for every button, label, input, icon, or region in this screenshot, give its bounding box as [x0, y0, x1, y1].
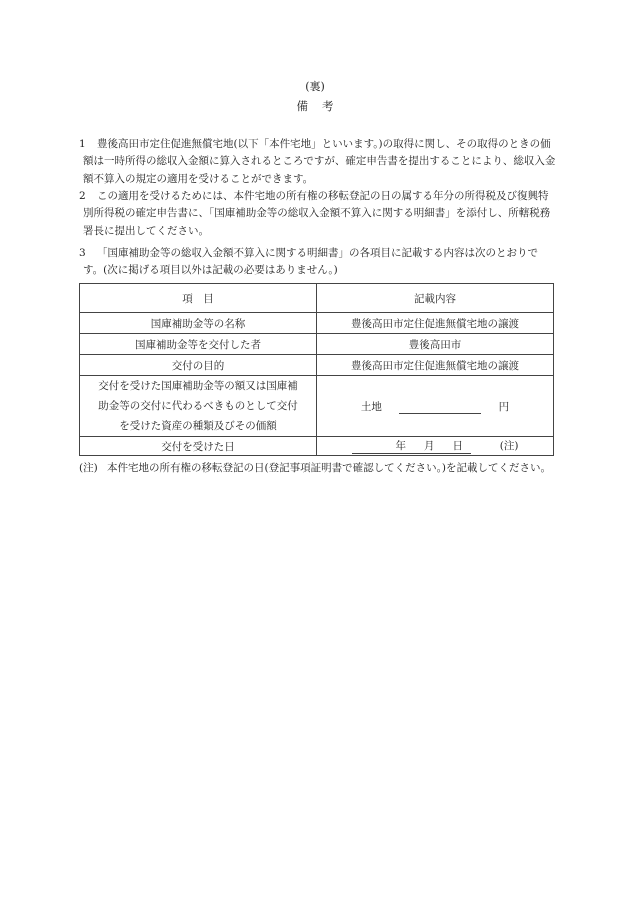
table-row [80, 355, 554, 376]
table-row-asset [80, 376, 554, 437]
row-label: 国庫補助金等を交付した者 [80, 334, 317, 355]
year-label: 年 [395, 440, 407, 452]
asset-label-line: 助金等の交付に代わるべきものとして交付 [98, 400, 298, 412]
header-item: 項 目 [80, 284, 317, 313]
note-item-1 [79, 136, 557, 188]
back-side-label: (裏) [305, 80, 325, 93]
page-title: 備考 [296, 99, 348, 113]
yen-label: 円 [498, 400, 510, 413]
note-item-2 [79, 188, 557, 240]
row-label: 交付の目的 [80, 355, 317, 376]
footnote [79, 460, 559, 477]
asset-label-line: を受けた資産の種類及びその価額 [119, 420, 277, 432]
asset-label [80, 376, 317, 437]
note-item-3 [79, 245, 557, 280]
footnote-mark: (注) [79, 462, 98, 474]
date-note-mark: (注) [499, 440, 519, 452]
item-number: 1 [79, 138, 86, 150]
asset-value [317, 376, 554, 437]
item-text: この適用を受けるためには、本件宅地の所有権の移転登記の日の属する年分の所得税及び復興特別所得税の確定申告書に、「国庫補助金等の総収入金額不算入に関する明細書」を添付し、所轄税務署長に提出してください。 [83, 190, 551, 237]
date-label: 交付を受けた日 [80, 437, 317, 456]
row-value: 豊後高田市定住促進無償宅地の譲渡 [317, 313, 554, 334]
land-label: 土地 [360, 400, 382, 413]
header-content: 記載内容 [317, 284, 554, 313]
month-label: 月 [424, 440, 435, 452]
amount-blank [399, 401, 481, 414]
row-value: 豊後高田市定住促進無償宅地の譲渡 [317, 355, 554, 376]
asset-label-line: 交付を受けた国庫補助金等の額又は国庫補 [98, 380, 298, 392]
table-row [80, 313, 554, 334]
item-number: 2 [79, 190, 86, 202]
date-value [317, 437, 554, 456]
footnote-text: 本件宅地の所有権の移転登記の日(登記事項証明書で確認してください。)を記載してください。 [107, 462, 551, 474]
day-label: 日 [452, 440, 464, 452]
item-number: 3 [79, 247, 86, 259]
row-label: 国庫補助金等の名称 [80, 313, 317, 334]
item-text: 「国庫補助金等の総収入金額不算入に関する明細書」の各項目に記載する内容は次のとおりです。(次に掲げる項目以外は記載の必要はありません。) [83, 247, 538, 277]
row-value: 豊後高田市 [317, 334, 554, 355]
table-row-date [80, 437, 554, 456]
table-header-row [80, 284, 554, 313]
item-text: 豊後高田市定住促進無償宅地(以下「本件宅地」といいます。)の取得に関し、その取得のときの価額は一時所得の総収入金額に算入されるところですが、確定申告書を提出することにより、総収入金額不算入の規定の適用を受けることができます。 [83, 138, 556, 185]
date-blank [352, 438, 472, 454]
table-row [80, 334, 554, 355]
detail-table [79, 283, 554, 456]
